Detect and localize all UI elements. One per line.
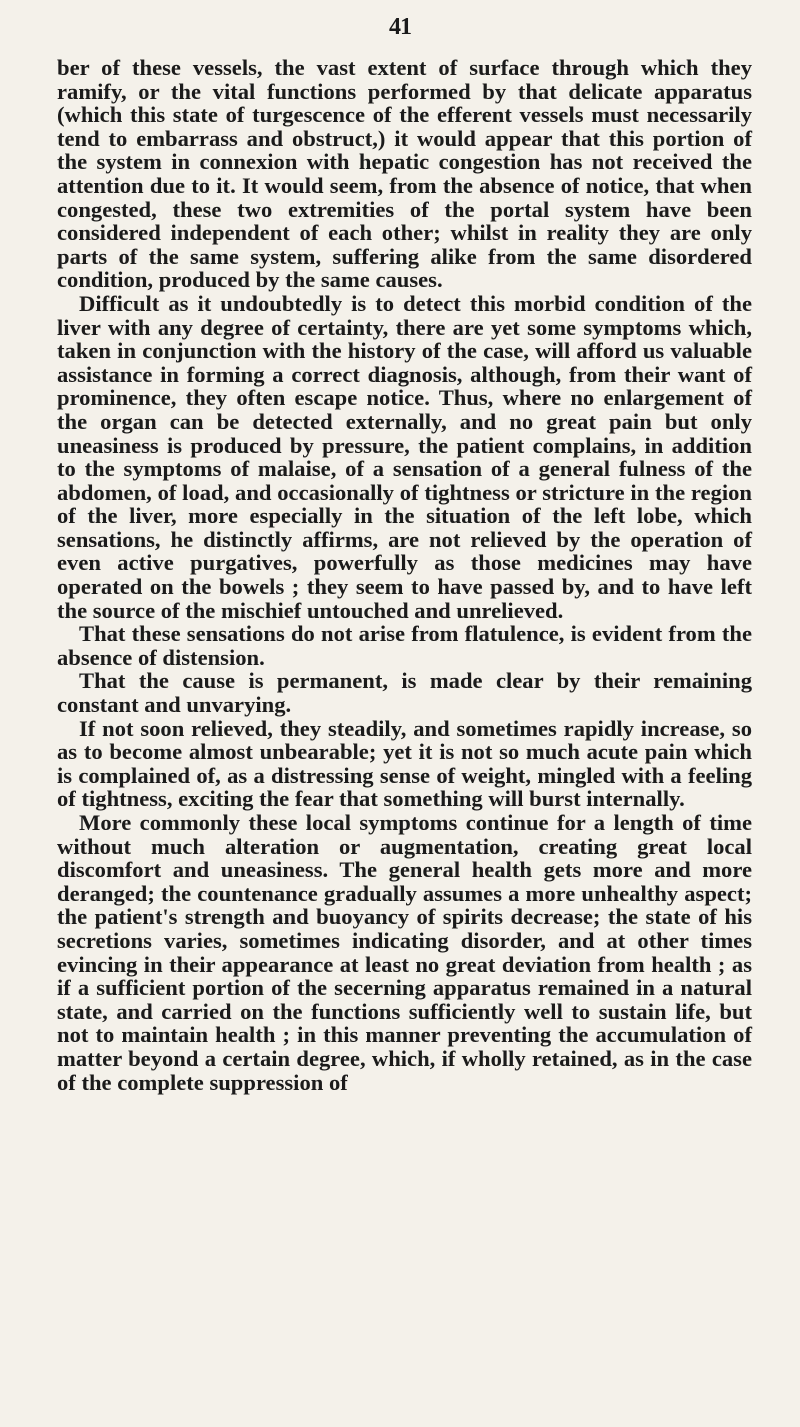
paragraph-2: Difficult as it undoubtedly is to detect this morbid condition of the liver with any degree of certainty, there are yet some symptoms which, taken in conjunction with the history of the case, will afford us valuable assistance in forming a correct diagnosis, although, from their want of prominence, they often escape notice. Thus, where no enlargement of the organ can be detected externally, and no great pain but only uneasiness is produced by pressure, the patient complains, in addition to the symptoms of malaise, of a sensation of a general fulness of the abdomen, of load, and occasionally of tightness or stricture in the region of the liver, more especially in the situation of the left lobe, which sensations, he distinctly affirms, are not relieved by the operation of even active purgatives, powerfully as those medicines may have operated on the bowels ; they seem to have passed by, and to have left the source of the mischief untouched and unrelieved. — [57, 290, 752, 623]
paragraph-4: That the cause is permanent, is made clear by their remaining constant and unvarying. — [57, 668, 752, 718]
paragraph-3: That these sensations do not arise from flatulence, is evident from the absence of distension. — [57, 621, 752, 670]
body-text — [57, 56, 752, 1094]
paragraph-5: If not soon relieved, they steadily, and sometimes rapidly increase, so as to become almost unbearable; yet it is not so much acute pain which is complained of, as a distressing sense of weight, mingled with a feeling of tightness, exciting the fear that something will burst internally. — [57, 715, 752, 812]
paragraph-6: More commonly these local symptoms continue for a length of time without much alteration or augmentation, creating great local discomfort and uneasiness. The general health gets more and more deranged; the countenance gradually assumes a more unhealthy aspect; the patient's strength and buoyancy of spirits decrease; the state of his secretions varies, sometimes indicating disorder, and at other times evincing in their appearance at least no great deviation from health ; as if a sufficient portion of the secerning apparatus remained in a natural state, and carried on the functions sufficiently well to sustain life, but not to maintain health ; in this manner preventing the accumulation of matter beyond a certain degree, which, if wholly retained, as in the case of the complete suppression of — [57, 810, 752, 1095]
paragraph-1: ber of these vessels, the vast extent of surface through which they ramify, or the vital functions performed by that delicate apparatus (which this state of turgescence of the efferent vessels must necessarily tend to embarrass and obstruct,) it would appear that this portion of the system in connexion with hepatic congestion has not received the attention due to it. It would seem, from the absence of notice, that when congested, these two extremities of the portal system have been considered independent of each other; whilst in reality they are only parts of the same system, suffering alike from the same disordered condition, produced by the same causes. — [57, 55, 752, 293]
page-number: 41 — [389, 14, 411, 40]
